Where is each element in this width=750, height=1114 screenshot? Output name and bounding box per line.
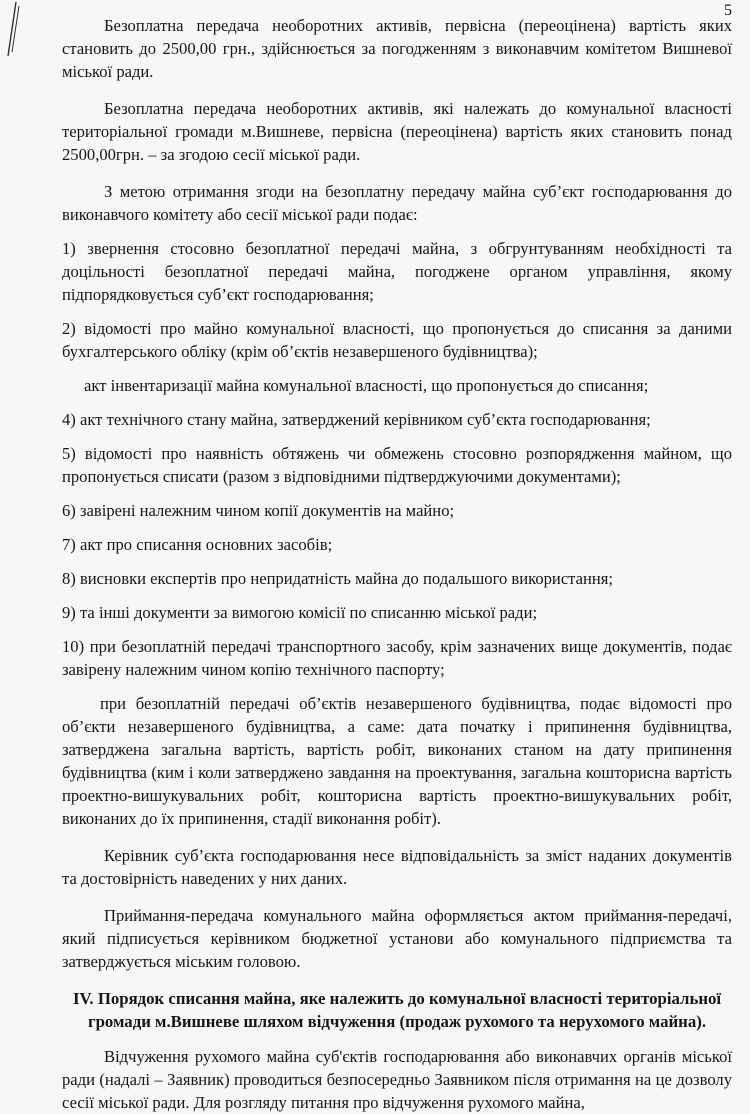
paragraph-alienation: Відчуження рухомого майна суб'єктів господарювання або виконавчих органів міської ради (надалі – Заявник) проводиться безпосередньо Заявником після отримання на це дозволу сесії міської ради. Для розгляду питання про відчуження рухомого майна,	[62, 1047, 732, 1112]
list-item-5: 5) відомості про наявність обтяжень чи обмежень стосовно розпорядження майном, що пропонується списати (разом з відповідними підтверджуючими документами);	[62, 444, 732, 486]
paragraph-transfer-over-2500: Безоплатна передача необоротних активів, які належать до комунальної власності територіальної громади м.Вишневе, первісна (переоцінена) вартість яких становить понад 2500,00грн. – за згодою сесії міської ради.	[62, 99, 732, 164]
page-number: 5	[724, 2, 732, 19]
list-item-7: 7) акт про списання основних засобів;	[62, 535, 333, 554]
list-item-2: 2) відомості про майно комунальної власності, що пропонується до списання за даними бухгалтерського обліку (крім об’єктів незавершеного будівництва);	[62, 319, 732, 361]
list-item-8: 8) висновки експертів про непридатність майна до подальшого використання;	[62, 569, 614, 588]
list-item-6: 6) завірені належним чином копії документів на майно;	[62, 501, 455, 520]
paragraph-responsibility: Керівник суб’єкта господарювання несе відповідальність за зміст наданих документів та достовірність наведених у них даних.	[62, 846, 732, 888]
list-item-11: при безоплатній передачі об’єктів незавершеного будівництва, подає відомості про об’єкти незавершеного будівництва, а саме: дата початку і припинення будівництва, затверджена загальна вартість, вартість робіт, виконаних станом на дату припинення будівництва (ким і коли затверджено завдання на проектування, загальна кошторисна вартість проектно-вишукувальних робіт, кошторисна вартість проектно-вишукувальних робіт, виконаних до їх припинення, стадії виконання робіт).	[62, 694, 732, 828]
list-item-9: 9) та інші документи за вимогою комісії по списанню міської ради;	[62, 603, 538, 622]
list-item-10: 10) при безоплатній передачі транспортного засобу, крім зазначених вище документів, подає завірену належним чином копію технічного паспорту;	[62, 637, 732, 679]
section-heading-iv: IV. Порядок списання майна, яке належить до комунальної власності територіальної громади м.Вишневе шляхом відчуження (продаж рухомого та нерухомого майна).	[72, 989, 722, 1031]
list-item-3: акт інвентаризації майна комунальної власності, що пропонується до списання;	[84, 376, 649, 395]
list-item-4: 4) акт технічного стану майна, затверджений керівником суб’єкта господарювання;	[62, 410, 651, 429]
list-item-1: 1) звернення стосовно безоплатної передачі майна, з обгрунтуванням необхідності та доцільності безоплатної передачі майна, погоджене органом управління, якому підпорядковується суб’єкт господарювання;	[62, 239, 732, 304]
pen-margin-mark-icon	[2, 0, 22, 60]
paragraph-transfer-up-to-2500: Безоплатна передача необоротних активів, первісна (переоцінена) вартість яких становить до 2500,00 грн., здійснюється за погодженням з виконавчим комітетом Вишневої міської ради.	[62, 16, 732, 81]
paragraph-consent-documents: З метою отримання згоди на безоплатну передачу майна суб’єкт господарювання до виконавчого комітету або сесії міської ради подає:	[62, 182, 732, 224]
paragraph-acceptance-transfer: Приймання-передача комунального майна оформляється актом приймання-передачі, який підписується керівником бюджетної установи або комунального підприємства та затверджується міським головою.	[62, 906, 732, 971]
